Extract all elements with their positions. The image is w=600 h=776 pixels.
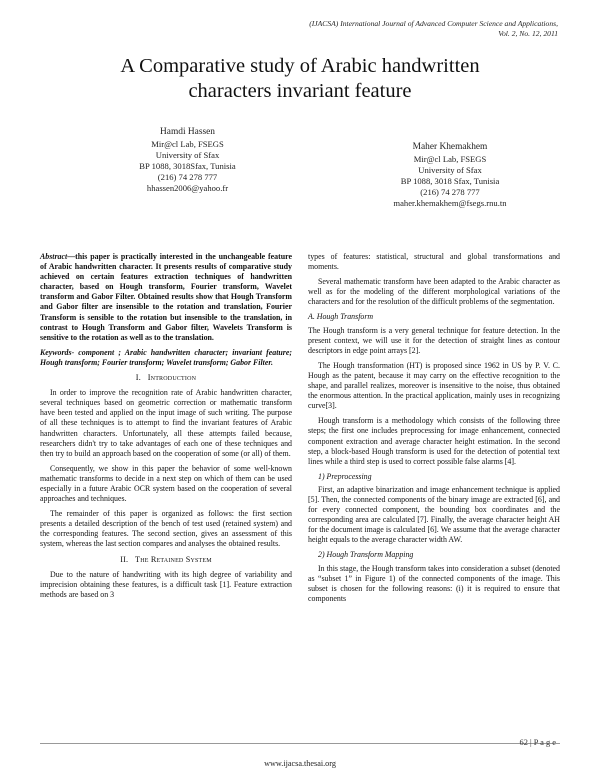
left-column: [40, 252, 292, 605]
subsection-heading-hough: A. Hough Transform: [308, 312, 374, 322]
section-heading-introduction: [40, 373, 292, 383]
keywords: Keywords- component ; Arabic handwritten character; invariant feature; Hough transform; Fourier transform; Wavelet transform; Gabor Filter.: [40, 347, 292, 367]
author-address: BP 1088, 3018 Sfax, Tunisia: [400, 176, 500, 186]
author-name: Maher Khemakhem: [412, 142, 488, 152]
author-phone: (216) 74 278 777: [157, 172, 218, 182]
author-phone: (216) 74 278 777: [420, 187, 480, 197]
paragraph: The remainder of this paper is organized as follows: the first section presents a detailed description of the bench of test used (retained system) and the corresponding features. The second section, gives an assessment of this system, whereas the last section compares and analyses the obtained results.: [40, 509, 292, 549]
title-line-1: A Comparative study of Arabic handwritten: [120, 55, 480, 77]
subsubsection-heading-hough-mapping: 2) Hough Transform Mapping: [318, 550, 414, 560]
author-address: BP 1088, 3018Sfax, Tunisia: [139, 161, 236, 171]
abstract: [40, 252, 292, 343]
section-number: II.: [120, 554, 129, 564]
paragraph: In this stage, the Hough transform takes into consideration a subset (denoted as “subset 1” in Figure 1) of the connected components of the image. This subset is chosen for the following reasons: (i) it is required to ensure that components: [308, 563, 560, 603]
journal-website: www.ijacsa.thesai.org: [264, 759, 336, 768]
right-column: [308, 252, 560, 609]
paragraph: First, an adaptive binarization and image enhancement technique is applied [5]. Then, the connected components of the binary image are extracted [6], and for every connected component, the bounding box coordinates and the corresponding area are calculated [7]. Finally, the average character height AH for the document image is calculated [6]. We assume that the average character height equals to the average character width AW.: [308, 484, 560, 545]
paragraph: Several mathematic transform have been adapted to the Arabic character as well as for the modeling of the different morphological variations of the characters and for the resolution of the difficult problems of the segmentation.: [308, 277, 560, 307]
author-email: maher.khemakhem@fsegs.rnu.tn: [393, 198, 507, 208]
paragraph: Hough transform is a methodology which consists of the following three steps; the first one includes preprocessing for image enhancement, connected component extraction and average character height estimation. In the second step, a block-based Hough transform is used for the detection of potential text lines while a third step is used to correct possible false alarms [4].: [308, 416, 560, 466]
abstract-text: —this paper is practically interested in the unchangeable feature of Arabic handwritten character. It presents results of comparative study achieved on certain features extraction techniques of handwritten character, based on Hough transform, Fourier transform, Wavelet transform and Gabor Filter. Obtained results show that Hough Transform and Gabor filter are insensible to the rotation and translation, Fourier Transform is sensible to the rotation but insensible to the translation, in contrast to Hough Transform and Gabor filter, Wavelets Transform is sensitive to the rotation as well as to the translation.: [40, 252, 292, 342]
author-block-1: [100, 125, 275, 194]
journal-volume: Vol. 2, No. 12, 2011: [498, 29, 558, 38]
paragraph: Due to the nature of handwriting with its high degree of variability and imprecision obtaining these features, is a difficult task [1]. Feature extraction methods are based on 3: [40, 569, 292, 599]
author-lab: Mir@cl Lab, FSEGS: [151, 139, 224, 149]
paragraph: Consequently, we show in this paper the behavior of some well-known mathematic transforms to decide in a next step on which of them can be used especially in a future Arabic OCR system based on the cooperation of several approaches and techniques.: [40, 463, 292, 504]
author-lab: Mir@cl Lab, FSEGS: [413, 154, 487, 164]
author-university: University of Sfax: [155, 150, 220, 160]
author-block-2: [355, 140, 545, 209]
journal-header: [218, 19, 558, 39]
paragraph: The Hough transform is a very general technique for feature detection. In the present context, we will use it for the detection of straight lines as contour descriptors in edge point arrays [2].: [308, 325, 560, 355]
page-number: 62 | P a g e: [519, 738, 556, 747]
paragraph: The Hough transformation (HT) is proposed since 1962 in US by P. V. C. Hough as the patent, because it may carry on the effective recognition to the shape, and parallel realizes, moreover is insensitive to the noise, thus obtained the enormous attention. In the practical application, mainly uses in recognizing curve[3].: [308, 360, 560, 411]
author-university: University of Sfax: [418, 165, 482, 175]
section-number: I.: [135, 373, 141, 383]
section-title: The Retained System: [135, 554, 212, 564]
footer-rule: [40, 743, 560, 744]
abstract-label: Abstract: [40, 252, 68, 261]
section-heading-retained-system: [40, 555, 292, 565]
section-title: Introduction: [147, 373, 197, 383]
paragraph: types of features: statistical, structural and global transformations and moments.: [308, 252, 560, 272]
journal-name: (IJACSA) International Journal of Advanced Computer Science and Applications,: [309, 19, 558, 28]
title-line-2: characters invariant feature: [188, 80, 412, 102]
author-email: hhassen2006@yahoo.fr: [146, 183, 229, 193]
paper-title: [40, 54, 560, 104]
paragraph: In order to improve the recognition rate of Arabic handwritten character, several techniques based on geometric correction or mathematic transform have been tested and applied on the input image of such writing. The purpose of all these techniques is to attempt to find the invariant features of Arabic handwritten characters. Unfortunately, all these attempts failed because, researchers didn't try to take advantages of each one of these techniques and then try to build an approach based on the cooperation of some (or all) of them.: [40, 388, 292, 458]
subsubsection-heading-preprocessing: 1) Preprocessing: [318, 471, 372, 481]
author-name: Hamdi Hassen: [160, 127, 215, 137]
